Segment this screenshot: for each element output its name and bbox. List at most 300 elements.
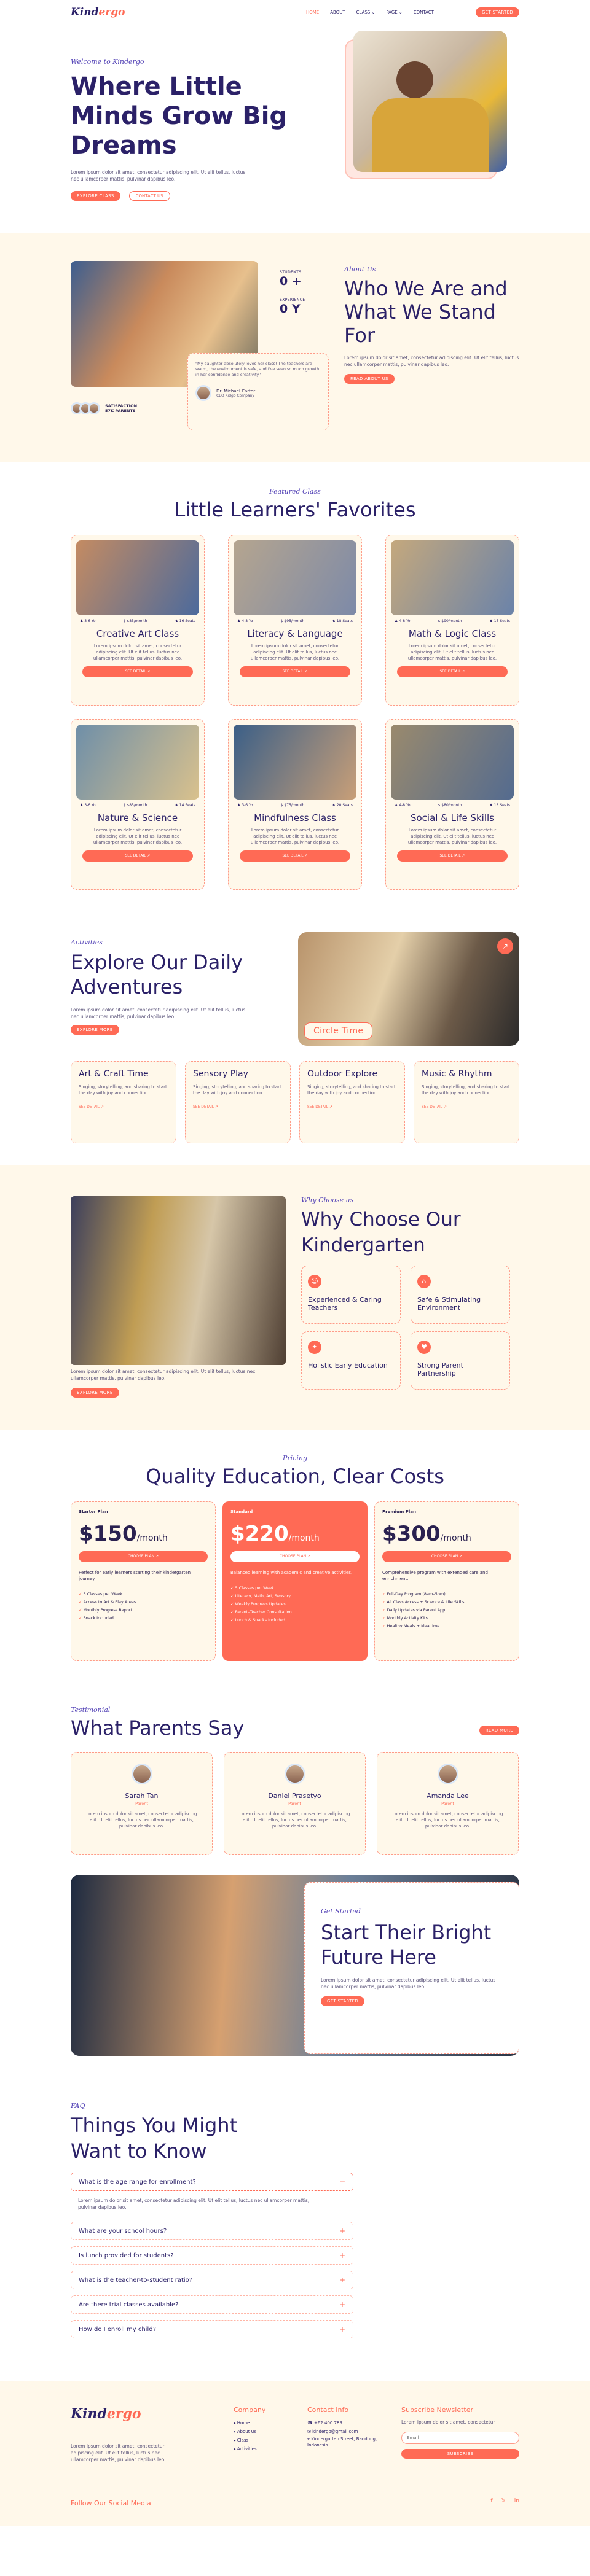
program-price: $95/month bbox=[284, 619, 305, 623]
satisfaction-label: SATISFACTION bbox=[105, 403, 138, 408]
seat-meta bbox=[332, 803, 353, 807]
parent-name: Daniel Prasetyo bbox=[268, 1792, 321, 1800]
activity-detail-label: SEE DETAIL bbox=[307, 1105, 329, 1109]
program-detail-label: SEE DETAIL bbox=[125, 669, 146, 674]
hero-title: Where Little Minds Grow Big Dreams bbox=[71, 72, 288, 160]
activities-eyebrow: Activities bbox=[71, 938, 103, 946]
plan-price bbox=[382, 1522, 511, 1546]
program-photo bbox=[391, 540, 514, 615]
activity-desc: Singing, storytelling, and sharing to start the day with joy and connection. bbox=[193, 1084, 281, 1095]
cta-card bbox=[304, 1882, 519, 2054]
activity-desc: Singing, storytelling, and sharing to start the day with joy and connection. bbox=[307, 1084, 396, 1095]
nav-page[interactable]: PAGE ⌄ bbox=[386, 10, 403, 15]
cta-button[interactable]: GET STARTED bbox=[321, 1996, 364, 2006]
why-feature-card bbox=[411, 1331, 510, 1390]
price-icon: $ bbox=[123, 619, 126, 623]
program-age: 3-6 Yo bbox=[84, 803, 96, 807]
why-section bbox=[0, 1165, 590, 1430]
email-item bbox=[307, 2427, 381, 2436]
price-icon: $ bbox=[438, 619, 441, 623]
main-nav bbox=[306, 7, 519, 17]
program-age: 4-8 Yo bbox=[242, 619, 253, 623]
program-desc: Lorem ipsum dolor sit amet, consectetur adipiscing elit. Ut elit tellus, luctus nec ullamcorper mattis, pulvinar dapibus leo. bbox=[250, 644, 340, 661]
price-meta bbox=[438, 803, 462, 807]
choose-plan-label: CHOOSE PLAN bbox=[127, 1554, 155, 1558]
program-seats: 14 Seats bbox=[179, 803, 195, 807]
program-card bbox=[71, 535, 205, 706]
price-meta bbox=[281, 803, 305, 807]
program-desc: Lorem ipsum dolor sit amet, consectetur adipiscing elit. Ut elit tellus, luctus nec ullamcorper mattis, pulvinar dapibus leo. bbox=[93, 828, 183, 845]
arrow-icon: ↗ bbox=[444, 1105, 447, 1109]
cta-eyebrow: Get Started bbox=[321, 1907, 361, 1915]
seat-meta bbox=[489, 619, 510, 623]
child-icon: ♟ bbox=[80, 803, 84, 807]
choose-plan-label: CHOOSE PLAN bbox=[431, 1554, 458, 1558]
child-icon: ♟ bbox=[80, 619, 84, 623]
faq-open-question[interactable] bbox=[71, 2173, 353, 2191]
programs-section bbox=[0, 462, 590, 883]
age-meta bbox=[237, 803, 253, 807]
nav-class[interactable]: CLASS ⌄ bbox=[356, 10, 376, 15]
read-about-button[interactable]: READ ABOUT US bbox=[344, 374, 395, 384]
age-meta bbox=[395, 803, 411, 807]
program-desc: Lorem ipsum dolor sit amet, consectetur adipiscing elit. Ut elit tellus, luctus nec ullamcorper mattis, pulvinar dapibus leo. bbox=[407, 828, 497, 845]
circle-time-badge: Circle Time bbox=[304, 1022, 372, 1040]
program-meta bbox=[395, 619, 510, 623]
program-desc: Lorem ipsum dolor sit amet, consectetur adipiscing elit. Ut elit tellus, luctus nec ullamcorper mattis, pulvinar dapibus leo. bbox=[93, 644, 183, 661]
pricing-section bbox=[0, 1430, 590, 1694]
logo-accent: ergo bbox=[98, 6, 125, 18]
hero-image-frame bbox=[353, 31, 507, 172]
activities-grid bbox=[71, 1061, 519, 1143]
footer bbox=[0, 2381, 590, 2526]
newsletter-title: Subscribe Newsletter bbox=[401, 2406, 474, 2414]
testimonial-card bbox=[377, 1752, 519, 1855]
price-meta bbox=[281, 619, 305, 623]
activity-detail-link[interactable] bbox=[193, 1105, 283, 1109]
subscribe-button[interactable]: SUBSCRIBE bbox=[401, 2449, 519, 2459]
explore-class-button[interactable]: EXPLORE CLASS bbox=[71, 191, 120, 201]
footer-link-home[interactable]: ▸ Home bbox=[234, 2421, 250, 2426]
quote-name: Dr. Michael Carter bbox=[216, 388, 256, 394]
plan-name: Premium Plan bbox=[382, 1509, 416, 1514]
seat-icon: ♞ bbox=[489, 619, 493, 623]
plus-icon: + bbox=[339, 2276, 345, 2284]
program-detail-button[interactable] bbox=[397, 666, 508, 677]
choose-plan-button[interactable]: CHOOSE PLAN ↗ bbox=[382, 1551, 511, 1562]
facebook-icon[interactable]: f bbox=[490, 2498, 493, 2504]
activities-photo bbox=[298, 932, 519, 1046]
program-meta bbox=[237, 619, 353, 623]
plan-feature: ✓ All Class Access + Science & Life Skills bbox=[382, 1598, 511, 1606]
activity-detail-label: SEE DETAIL bbox=[79, 1105, 100, 1109]
why-photo bbox=[71, 1196, 286, 1365]
activities-desc: Lorem ipsum dolor sit amet, consectetur adipiscing elit. Ut elit tellus, luctus nec ullamcorper mattis, pulvinar dapibus leo. bbox=[71, 1007, 246, 1019]
program-detail-label: SEE DETAIL bbox=[282, 669, 304, 674]
plus-icon: + bbox=[339, 2227, 345, 2235]
program-photo bbox=[76, 540, 199, 615]
activity-card[interactable] bbox=[185, 1061, 291, 1143]
activity-card[interactable] bbox=[71, 1061, 176, 1143]
activity-detail-link[interactable] bbox=[307, 1105, 397, 1109]
choose-plan-button[interactable]: CHOOSE PLAN ↗ bbox=[230, 1551, 360, 1562]
program-detail-button[interactable] bbox=[82, 850, 193, 862]
plan-feature: ✓ Monthly Progress Report bbox=[79, 1606, 208, 1614]
nav-contact[interactable]: CONTACT bbox=[413, 10, 434, 15]
next-arrow-icon[interactable]: ↗ bbox=[497, 938, 513, 954]
program-photo bbox=[234, 725, 356, 800]
arrow-icon: ↗ bbox=[304, 854, 308, 858]
footer-logo-main: Kind bbox=[71, 2406, 107, 2422]
program-meta bbox=[80, 803, 195, 807]
cta-section bbox=[0, 1875, 590, 2087]
program-detail-button[interactable] bbox=[240, 666, 350, 677]
program-price: $80/month bbox=[441, 803, 462, 807]
testimonial-card bbox=[71, 1752, 213, 1855]
activity-title: Art & Craft Time bbox=[79, 1069, 149, 1079]
seat-meta bbox=[175, 619, 195, 623]
pricing-title: Quality Education, Clear Costs bbox=[146, 1465, 444, 1488]
pricing-grid bbox=[71, 1501, 519, 1661]
plan-desc: Balanced learning with academic and creative activities. bbox=[230, 1570, 353, 1575]
arrow-icon: ↗ bbox=[147, 854, 151, 858]
experience-value: 0 Y bbox=[280, 302, 301, 316]
nav-about[interactable]: ABOUT bbox=[330, 10, 345, 15]
seat-meta bbox=[175, 803, 195, 807]
parent-role: Parent bbox=[288, 1801, 301, 1806]
price-meta bbox=[438, 619, 462, 623]
program-age: 4-8 Yo bbox=[399, 619, 411, 623]
child-icon: ♟ bbox=[395, 619, 398, 623]
why-eyebrow: Why Choose us bbox=[301, 1196, 354, 1204]
plan-feature: ✓ Lunch & Snacks Included bbox=[230, 1616, 360, 1624]
program-price: $85/month bbox=[127, 619, 148, 623]
footer-link-activities-label: Activities bbox=[237, 2446, 257, 2451]
faq-question-label: Are there trial classes available? bbox=[79, 2301, 179, 2308]
program-desc: Lorem ipsum dolor sit amet, consectetur adipiscing elit. Ut elit tellus, luctus nec ullamcorper mattis, pulvinar dapibus leo. bbox=[250, 828, 340, 845]
plan-feature: ✓ Parent–Teacher Consultation bbox=[230, 1608, 360, 1616]
faq-eyebrow: FAQ bbox=[71, 2102, 85, 2110]
faq-question[interactable] bbox=[71, 2246, 353, 2265]
feature-icon: ☺ bbox=[308, 1275, 321, 1288]
plan-name: Starter Plan bbox=[79, 1509, 108, 1514]
plan-features bbox=[230, 1584, 360, 1624]
activities-explore-button[interactable]: EXPLORE MORE bbox=[71, 1025, 119, 1035]
collapse-icon: − bbox=[339, 2177, 345, 2186]
child-icon: ♟ bbox=[395, 803, 398, 807]
feature-icon: ♥ bbox=[417, 1341, 431, 1354]
programs-title: Little Learners' Favorites bbox=[174, 498, 416, 521]
program-price: $90/month bbox=[441, 619, 462, 623]
activity-detail-label: SEE DETAIL bbox=[422, 1105, 443, 1109]
footer-contact-title: Contact Info bbox=[307, 2406, 349, 2414]
plan-features bbox=[79, 1590, 208, 1622]
testimonial-more-button[interactable]: READ MORE bbox=[479, 1726, 519, 1735]
x-icon[interactable]: 𝕏 bbox=[501, 2498, 506, 2504]
activity-detail-label: SEE DETAIL bbox=[193, 1105, 214, 1109]
programs-eyebrow: Featured Class bbox=[269, 488, 321, 496]
newsletter-email-input[interactable] bbox=[401, 2432, 519, 2444]
parent-quote: Lorem ipsum dolor sit amet, consectetur adipiscing elit. Ut elit tellus, luctus nec ullamcorper mattis, pulvinar dapibus leo. bbox=[392, 1811, 503, 1829]
footer-company bbox=[234, 2406, 266, 2453]
faq-question[interactable] bbox=[71, 2271, 353, 2289]
plan-amount: $300 bbox=[382, 1522, 441, 1546]
arrow-icon: ↗ bbox=[462, 669, 465, 674]
pricing-eyebrow: Pricing bbox=[283, 1454, 307, 1462]
about-quote: "My daughter absolutely loves her class! The teachers are warm, the environment is safe, and I've seen so much growth in her confidence and creativity." bbox=[195, 361, 320, 377]
phone-icon: ☎ bbox=[307, 2421, 313, 2426]
plan-period: /month bbox=[288, 1533, 320, 1543]
testimonial-eyebrow: Testimonial bbox=[71, 1706, 111, 1714]
price-meta bbox=[124, 803, 148, 807]
footer-link-activities[interactable]: ▸ Activities bbox=[234, 2446, 257, 2451]
activity-title: Music & Rhythm bbox=[422, 1069, 492, 1079]
plan-feature: ✓ Monthly Activity Kits bbox=[382, 1614, 511, 1622]
plus-icon: + bbox=[339, 2300, 345, 2309]
program-seats: 20 Seats bbox=[336, 803, 353, 807]
plan-feature: ✓ 5 Classes per Week bbox=[230, 1584, 360, 1592]
plan-feature: ✓ 3 Classes per Week bbox=[79, 1590, 208, 1598]
activity-card[interactable] bbox=[299, 1061, 405, 1143]
plan-price bbox=[79, 1522, 208, 1546]
program-price: $85/month bbox=[127, 803, 148, 807]
why-grid bbox=[301, 1266, 519, 1390]
plan-feature: ✓ Healthy Meals + Mealtime bbox=[382, 1622, 511, 1630]
program-card bbox=[385, 535, 519, 706]
program-meta bbox=[395, 803, 510, 807]
seat-meta bbox=[332, 619, 353, 623]
program-card bbox=[228, 535, 362, 706]
hero-photo bbox=[353, 31, 507, 172]
arrow-icon: ↗ bbox=[147, 669, 151, 674]
pricing-card bbox=[374, 1501, 519, 1661]
about-eyebrow: About Us bbox=[344, 265, 376, 273]
quote-role: CEO Kidgo Company bbox=[216, 393, 254, 398]
plan-desc: Comprehensive program with extended care and enrichment. bbox=[382, 1570, 488, 1581]
testimonial-grid bbox=[71, 1752, 519, 1855]
program-desc: Lorem ipsum dolor sit amet, consectetur adipiscing elit. Ut elit tellus, luctus nec ullamcorper mattis, pulvinar dapibus leo. bbox=[407, 644, 497, 661]
program-detail-label: SEE DETAIL bbox=[125, 854, 146, 858]
arrow-icon: ↗ bbox=[101, 1105, 104, 1109]
parent-avatar bbox=[285, 1764, 305, 1784]
plan-price bbox=[230, 1522, 360, 1546]
program-detail-button[interactable] bbox=[82, 666, 193, 677]
activity-card[interactable] bbox=[414, 1061, 519, 1143]
price-icon: $ bbox=[123, 803, 126, 807]
program-detail-label: SEE DETAIL bbox=[282, 854, 304, 858]
nav-home[interactable]: HOME bbox=[305, 10, 320, 15]
price-meta bbox=[124, 619, 148, 623]
faq-open-label: What is the age range for enrollment? bbox=[79, 2178, 196, 2185]
activity-desc: Singing, storytelling, and sharing to start the day with joy and connection. bbox=[422, 1084, 510, 1095]
logo-main: Kind bbox=[71, 6, 99, 18]
arrow-icon: ↗ bbox=[462, 854, 465, 858]
activities-title: Explore Our Daily Adventures bbox=[71, 951, 243, 998]
price-icon: $ bbox=[280, 619, 283, 623]
activity-title: Outdoor Explore bbox=[307, 1069, 378, 1079]
hero-children-figure bbox=[372, 98, 489, 172]
faq-open-answer: Lorem ipsum dolor sit amet, consectetur adipiscing elit. Ut elit tellus, luctus nec ullamcorper mattis, pulvinar dapibus leo. bbox=[78, 2198, 310, 2210]
program-seats: 15 Seats bbox=[494, 619, 510, 623]
parent-role: Parent bbox=[441, 1801, 454, 1806]
plan-feature: ✓ Literacy, Math, Art, Sensory bbox=[230, 1592, 360, 1600]
footer-newsletter bbox=[401, 2406, 519, 2459]
program-title: Math & Logic Class bbox=[408, 628, 497, 639]
plan-name: Standard bbox=[230, 1509, 253, 1514]
choose-plan-button[interactable]: CHOOSE PLAN ↗ bbox=[79, 1551, 208, 1562]
activities-section bbox=[0, 883, 590, 1165]
plan-feature: ✓ Access to Art & Play Areas bbox=[79, 1598, 208, 1606]
faq-question[interactable] bbox=[71, 2320, 353, 2338]
plus-icon: + bbox=[339, 2251, 345, 2260]
program-card bbox=[385, 719, 519, 890]
why-title: Why Choose Our Kindergarten bbox=[301, 1208, 461, 1256]
about-stats bbox=[280, 270, 305, 316]
program-photo bbox=[391, 725, 514, 800]
program-title: Creative Art Class bbox=[96, 628, 179, 639]
faq-question-label: How do I enroll my child? bbox=[79, 2325, 156, 2333]
header bbox=[71, 0, 519, 25]
feature-title: Experienced & Caring Teachers bbox=[308, 1296, 382, 1312]
contact-us-button[interactable]: CONTACT US bbox=[129, 191, 170, 201]
logo[interactable] bbox=[71, 6, 125, 18]
seat-icon: ♞ bbox=[332, 803, 336, 807]
activity-detail-link[interactable] bbox=[422, 1105, 511, 1109]
hero-desc: Lorem ipsum dolor sit amet, consectetur adipiscing elit. Ut elit tellus, luctus nec ullamcorper mattis, pulvinar dapibus leo. bbox=[71, 169, 246, 182]
faq-question-label: Is lunch provided for students? bbox=[79, 2252, 174, 2259]
program-title: Nature & Science bbox=[97, 812, 178, 823]
footer-company-title: Company bbox=[234, 2406, 266, 2414]
address-item bbox=[307, 2436, 381, 2448]
why-feature-card bbox=[411, 1266, 510, 1324]
testimonial-title: What Parents Say bbox=[71, 1716, 245, 1740]
quote-avatar bbox=[195, 385, 211, 401]
faq-question-label: What is the teacher-to-student ratio? bbox=[79, 2276, 193, 2284]
programs-grid bbox=[71, 535, 519, 890]
age-meta bbox=[395, 619, 411, 623]
child-icon: ♟ bbox=[237, 619, 241, 623]
testimonial-section bbox=[0, 1694, 590, 1875]
program-title: Mindfulness Class bbox=[254, 812, 336, 823]
arrow-icon: ↗ bbox=[215, 1105, 219, 1109]
parent-role: Parent bbox=[135, 1801, 148, 1806]
program-meta bbox=[237, 803, 353, 807]
program-detail-button[interactable] bbox=[240, 850, 350, 862]
program-title: Social & Life Skills bbox=[410, 812, 495, 823]
seat-icon: ♞ bbox=[175, 803, 178, 807]
program-detail-label: SEE DETAIL bbox=[439, 669, 461, 674]
footer-link-about[interactable]: ▸ About Us bbox=[234, 2429, 257, 2434]
plan-desc: Perfect for early learners starting their kindergarten journey. bbox=[79, 1570, 191, 1581]
hero-teacher-figure bbox=[396, 61, 433, 98]
program-price: $75/month bbox=[284, 803, 305, 807]
students-value: 0 + bbox=[280, 274, 302, 288]
linkedin-icon[interactable]: in bbox=[514, 2498, 519, 2504]
footer-logo-accent: ergo bbox=[106, 2406, 141, 2422]
feature-icon: ✦ bbox=[308, 1341, 321, 1354]
footer-link-class[interactable]: ▸ Class bbox=[234, 2438, 249, 2443]
program-seats: 18 Seats bbox=[336, 619, 353, 623]
why-explore-button[interactable]: EXPLORE MORE bbox=[71, 1388, 119, 1398]
phone-text: +62 400 789 bbox=[313, 2421, 342, 2426]
program-seats: 16 Seats bbox=[179, 619, 195, 623]
seat-meta bbox=[489, 803, 510, 807]
location-icon: ⌖ bbox=[307, 2437, 310, 2442]
program-photo bbox=[76, 725, 199, 800]
plan-period: /month bbox=[440, 1533, 471, 1543]
choose-plan-label: CHOOSE PLAN bbox=[279, 1554, 307, 1558]
plan-amount: $150 bbox=[79, 1522, 137, 1546]
pricing-card bbox=[222, 1501, 368, 1661]
why-feature-card bbox=[301, 1266, 401, 1324]
seat-icon: ♞ bbox=[332, 619, 336, 623]
address-text: Kindergarten Street, Bandung, Indonesia bbox=[307, 2437, 377, 2448]
program-age: 3-6 Yo bbox=[84, 619, 96, 623]
child-icon: ♟ bbox=[237, 803, 241, 807]
price-icon: $ bbox=[438, 803, 441, 807]
footer-contact bbox=[307, 2406, 381, 2448]
feature-title: Strong Parent Partnership bbox=[417, 1361, 463, 1377]
faq-question-label: What are your school hours? bbox=[79, 2227, 167, 2235]
program-detail-button[interactable] bbox=[397, 850, 508, 862]
faq-question[interactable] bbox=[71, 2295, 353, 2314]
about-text bbox=[344, 265, 519, 384]
parent-avatar bbox=[132, 1764, 152, 1784]
footer-link-home-label: Home bbox=[237, 2421, 250, 2426]
faq-section bbox=[0, 2087, 590, 2381]
footer-desc: Lorem ipsum dolor sit amet, consectetur adipiscing elit. Ut elit tellus, luctus nec ullamcorper mattis, pulvinar dapibus leo. bbox=[71, 2443, 166, 2462]
footer-link-about-label: About Us bbox=[237, 2429, 257, 2434]
seat-icon: ♞ bbox=[489, 803, 493, 807]
about-quote-card bbox=[187, 353, 329, 430]
feature-title: Holistic Early Education bbox=[308, 1361, 388, 1369]
program-age: 3-6 Yo bbox=[242, 803, 253, 807]
parent-avatar bbox=[438, 1764, 458, 1784]
parent-quote: Lorem ipsum dolor sit amet, consectetur adipiscing elit. Ut elit tellus, luctus nec ullamcorper mattis, pulvinar dapibus leo. bbox=[86, 1811, 197, 1829]
program-card bbox=[228, 719, 362, 890]
parent-quote: Lorem ipsum dolor sit amet, consectetur adipiscing elit. Ut elit tellus, luctus nec ullamcorper mattis, pulvinar dapibus leo. bbox=[239, 1811, 350, 1829]
plus-icon: + bbox=[339, 2325, 345, 2333]
plan-feature: ✓ Full-Day Program (8am–5pm) bbox=[382, 1590, 511, 1598]
activity-detail-link[interactable] bbox=[79, 1105, 168, 1109]
plan-features bbox=[382, 1590, 511, 1630]
age-meta bbox=[80, 619, 96, 623]
mail-icon: ✉ bbox=[307, 2429, 311, 2434]
why-desc: Lorem ipsum dolor sit amet, consectetur adipiscing elit. Ut elit tellus, luctus nec ullamcorper mattis, pulvinar dapibus leo. bbox=[71, 1369, 256, 1381]
program-meta bbox=[80, 619, 195, 623]
arrow-icon: ↗ bbox=[304, 669, 308, 674]
age-meta bbox=[237, 619, 253, 623]
email-text: kindergo@gmail.com bbox=[312, 2429, 358, 2434]
program-detail-label: SEE DETAIL bbox=[439, 854, 461, 858]
feature-icon: ⌂ bbox=[417, 1275, 431, 1288]
phone-item bbox=[307, 2419, 381, 2427]
arrow-icon: ↗ bbox=[329, 1105, 333, 1109]
faq-title: Things You Might Want to Know bbox=[71, 2114, 238, 2163]
satisfaction-sub: 57K PARENTS bbox=[105, 408, 136, 413]
experience-label: EXPERIENCE bbox=[280, 298, 305, 302]
about-section bbox=[0, 233, 590, 462]
about-desc: Lorem ipsum dolor sit amet, consectetur adipiscing elit. Ut elit tellus, luctus nec ullamcorper mattis, pulvinar dapibus leo. bbox=[344, 355, 519, 367]
newsletter-desc: Lorem ipsum dolor sit amet, consectetur bbox=[401, 2419, 495, 2425]
faq-question[interactable] bbox=[71, 2222, 353, 2240]
activity-desc: Singing, storytelling, and sharing to start the day with joy and connection. bbox=[79, 1084, 167, 1095]
students-label: STUDENTS bbox=[280, 270, 302, 274]
nav-cta-button[interactable]: GET STARTED bbox=[476, 7, 519, 17]
program-photo bbox=[234, 540, 356, 615]
footer-link-class-label: Class bbox=[237, 2438, 249, 2443]
plan-feature: ✓ Snack Included bbox=[79, 1614, 208, 1622]
